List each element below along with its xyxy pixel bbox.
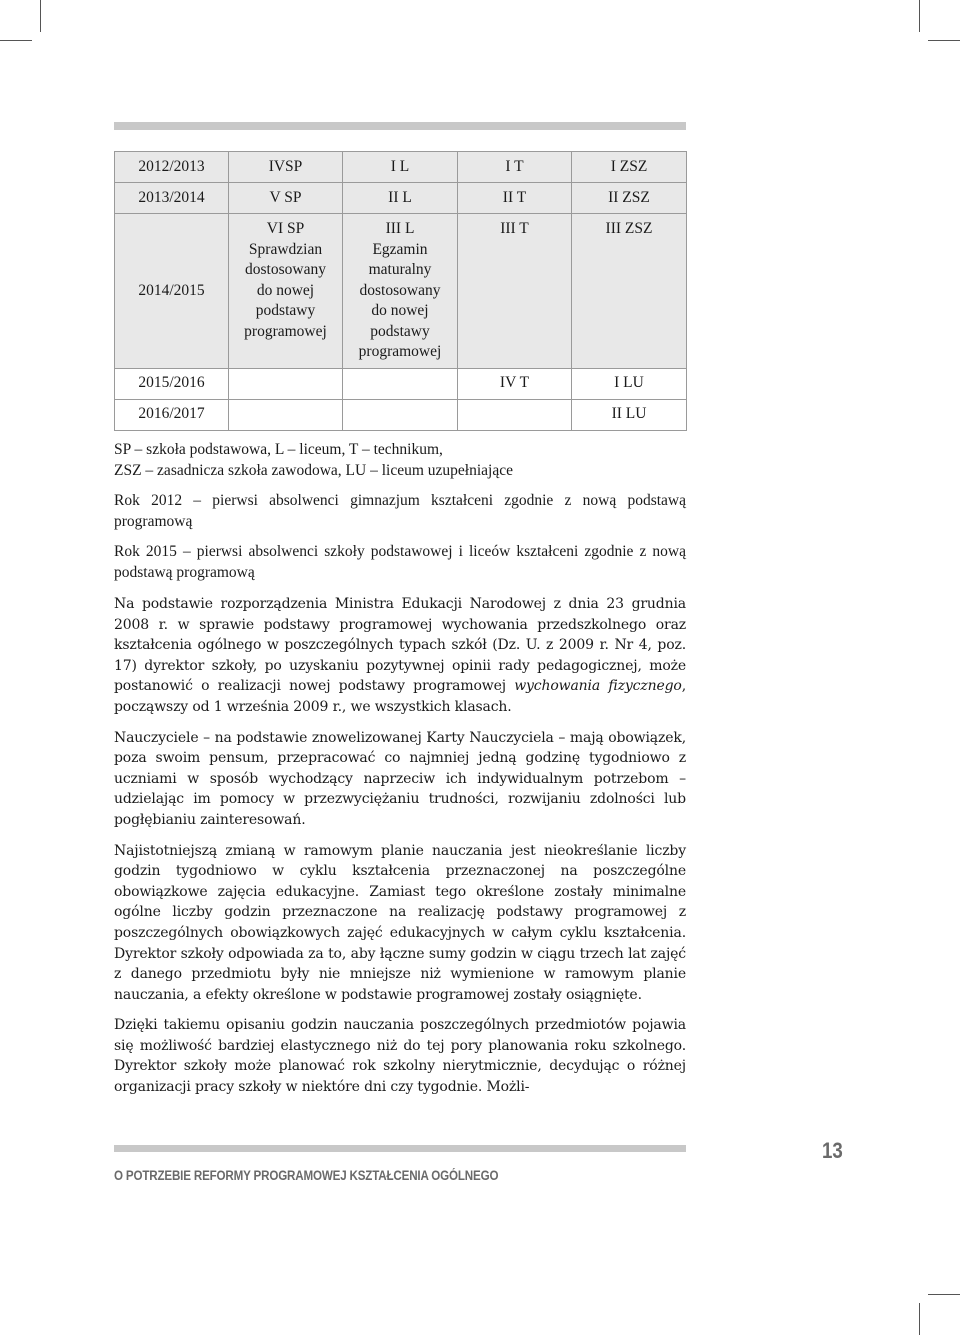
table-cell <box>343 368 458 399</box>
table-cell: IV T <box>458 368 572 399</box>
body-text <box>114 594 686 1108</box>
emphasis-text: wychowania fizycznego <box>514 678 682 695</box>
table-cell <box>229 368 343 399</box>
table-cell: 2013/2014 <box>115 183 229 214</box>
table-row <box>115 152 687 183</box>
table-cell <box>229 399 343 430</box>
note-2015: Rok 2015 – pierwsi absolwenci szkoły podstawowej i liceów kształceni zgodnie z nową podstawą programową <box>114 543 686 581</box>
page-number: 13 <box>822 1138 843 1163</box>
crop-mark <box>919 0 920 32</box>
legend-line: SP – szkoła podstawowa, L – liceum, T – technikum, <box>114 441 443 458</box>
table-cell <box>458 399 572 430</box>
reform-schedule-table <box>114 151 687 431</box>
table-cell: 2016/2017 <box>115 399 229 430</box>
header-rule <box>114 122 686 130</box>
table-cell: VI SP Sprawdzian dostosowany do nowej podstawy programowej <box>229 214 343 369</box>
table-cell: II ZSZ <box>572 183 687 214</box>
table-cell: I LU <box>572 368 687 399</box>
table-notes <box>114 440 686 593</box>
paragraph: Dzięki takiemu opisaniu godzin nauczania poszczególnych przedmiotów pojawia się możliwość bardziej elastycznego niż do tej pory planowania roku szkolnego. Dyrektor szkoły może planować rok szkolny nierytmicznie, decydując o różnej organizacji pracy szkoły w niektóre dni czy tygodnie. Możli- <box>114 1017 686 1096</box>
table-cell: V SP <box>229 183 343 214</box>
running-footer-title: O POTRZEBIE REFORMY PROGRAMOWEJ KSZTAŁCENIA OGÓLNEGO <box>114 1168 499 1183</box>
paragraph-text: , począwszy od 1 września 2009 r., we wszystkich klasach. <box>114 678 686 715</box>
table-cell: I ZSZ <box>572 152 687 183</box>
crop-mark <box>919 1303 920 1335</box>
paragraph <box>114 594 686 718</box>
table-cell: I L <box>343 152 458 183</box>
crop-mark <box>928 40 960 41</box>
table-cell: 2012/2013 <box>115 152 229 183</box>
table-cell: 2015/2016 <box>115 368 229 399</box>
table-cell: II LU <box>572 399 687 430</box>
table-cell: I T <box>458 152 572 183</box>
table-row <box>115 214 687 369</box>
table-cell: II L <box>343 183 458 214</box>
paragraph-text: Na podstawie rozporządzenia Ministra Edukacji Narodowej z dnia 23 grudnia 2008 r. w sprawie podstawy programowej wychowania przedszkolnego oraz kształcenia ogólnego w poszczególnych typach szkół (Dz. U. z 2009 r. Nr 4, poz. 17) dyrektor szkoły, po uzyskaniu pozytywnej opinii rady pedagogicznej, może postanowić o realizacji nowej podstawy programowej <box>114 596 686 695</box>
table-row <box>115 399 687 430</box>
table-cell: IVSP <box>229 152 343 183</box>
crop-mark <box>928 1294 960 1295</box>
crop-mark <box>40 0 41 32</box>
table-row <box>115 183 687 214</box>
table-cell: III L Egzamin maturalny dostosowany do nowej podstawy programowej <box>343 214 458 369</box>
table-cell: III ZSZ <box>572 214 687 369</box>
paragraph: Nauczyciele – na podstawie znowelizowanej Karty Nauczyciela – mają obowiązek, poza swoim pensum, przepracować co najmniej jedną godzinę tygodniowo z uczniami w sposób wychodzący naprzeciw ich indywidualnym potrzebom – udzielając im pomocy w przezwyciężaniu trudności, rozwijaniu zdolności lub pogłębianiu zainteresowań. <box>114 729 686 828</box>
crop-mark <box>0 40 32 41</box>
table-cell <box>343 399 458 430</box>
legend <box>114 440 686 481</box>
table-row <box>115 368 687 399</box>
table-cell: II T <box>458 183 572 214</box>
note-2012: Rok 2012 – pierwsi absolwenci gimnazjum kształceni zgodnie z nową podstawą programową <box>114 492 686 530</box>
legend-line: ZSZ – zasadnicza szkoła zawodowa, LU – liceum uzupełniające <box>114 461 513 479</box>
paragraph: Najistotniejszą zmianą w ramowym planie nauczania jest nieokreślanie liczby godzin tygodniowo w cyklu kształcenia przeznaczonej na poszczególne obowiązkowe zajęcia edukacyjne. Zamiast tego określone zostały minimalne ogólne liczby godzin przeznaczone na realizację podstawy programowej z poszczególnych obowiązkowych zajęć edukacyjnych w całym cyklu kształcenia. Dyrektor szkoły odpowiada za to, aby łączne sumy godzin w ciągu trzech lat zajęć z danego przedmiotu były nie mniejsze niż wymienione w ramowym planie nauczania, a efekty określone w podstawie programowej zostały osiągnięte. <box>114 842 686 1003</box>
table-cell: III T <box>458 214 572 369</box>
table-cell: 2014/2015 <box>115 214 229 369</box>
footer-rule <box>114 1145 686 1152</box>
